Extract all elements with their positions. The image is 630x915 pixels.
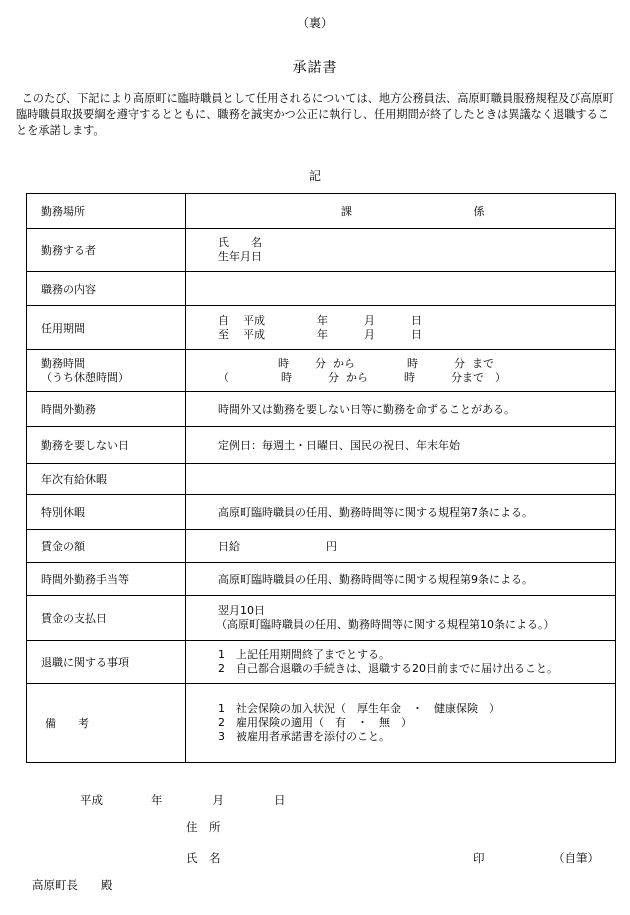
ji-label: 時	[407, 356, 418, 370]
period-from	[218, 314, 615, 328]
label-overtime: 時間外勤務	[27, 392, 186, 427]
day-label: 日	[411, 327, 422, 341]
month-label: 月	[364, 313, 375, 327]
value-worker	[186, 229, 616, 272]
value-remarks	[186, 684, 616, 763]
intro-paragraph: このたび、下記により高原町に臨時職員として任用されるについては、地方公務員法、高原町職員服務規程及び高原町臨時職員取扱要綱を遵守するとともに、職務を誠実かつ公正に執行し、任用期間が終了したときは異議なく退職することを承諾します。	[16, 92, 614, 137]
label-workplace: 勤務場所	[27, 194, 186, 229]
employment-terms-table	[26, 193, 616, 763]
paren-open: （	[218, 370, 229, 384]
value-overtime-pay: 高原町臨時職員の任用、勤務時間等に関する規程第9条による。	[186, 563, 616, 596]
kara-label: から	[346, 370, 368, 384]
row-wage	[27, 530, 616, 563]
row-duties	[27, 272, 616, 306]
label-special-leave: 特別休暇	[27, 495, 186, 530]
month-label: 月	[364, 327, 375, 341]
kakari-label: 係	[473, 205, 485, 218]
fun-label: 分	[454, 356, 465, 370]
worker-name: 氏 名	[218, 236, 262, 249]
made-label: まで	[472, 356, 494, 370]
value-hours	[186, 350, 616, 392]
break-line	[218, 371, 615, 385]
era-label: 平成	[243, 313, 265, 327]
footer-day: 日	[274, 793, 286, 807]
ji-label: 時	[281, 370, 292, 384]
wage-unit-label: 円	[326, 540, 337, 553]
hours-line	[218, 357, 615, 371]
label-duties: 職務の内容	[27, 272, 186, 306]
document-title: 承諾書	[292, 60, 338, 76]
footer-era: 平成	[80, 793, 103, 807]
label-annual-leave: 年次有給休暇	[27, 464, 186, 495]
retirement-line2: 2 自己都合退職の手続きは、退職する20日前までに届け出ること。	[218, 662, 558, 675]
name-label: 氏 名	[186, 851, 221, 865]
value-retirement	[186, 641, 616, 684]
remarks-line1: 1 社会保険の加入状況（ 厚生年金 ・ 健康保険 ）	[218, 702, 500, 715]
fun-label: 分	[315, 356, 326, 370]
value-duties	[186, 272, 616, 306]
ki-heading: 記	[308, 169, 321, 183]
row-retirement	[27, 641, 616, 684]
made-close-label: 分まで ）	[451, 370, 506, 384]
fun-label: 分	[328, 370, 339, 384]
year-label: 年	[317, 327, 328, 341]
hours-label: 勤務時間	[41, 356, 85, 370]
row-special-leave	[27, 495, 616, 530]
pay-day-line2: （高原町臨時職員の任用、勤務時間等に関する規程第10条による。）	[216, 618, 555, 631]
seal-label: 印	[473, 851, 485, 865]
break-label: （うち休憩時間）	[41, 370, 129, 384]
row-remarks	[27, 684, 616, 763]
row-holidays	[27, 427, 616, 464]
value-pay-day	[186, 596, 616, 641]
remarks-line2: 2 雇用保険の適用（ 有 ・ 無 ）	[218, 716, 412, 729]
value-period	[186, 306, 616, 350]
ka-label: 課	[341, 205, 352, 218]
label-period: 任用期間	[27, 306, 186, 350]
ji-label: 時	[404, 370, 415, 384]
row-worker	[27, 229, 616, 272]
page-label: （裏）	[296, 16, 333, 30]
pay-day-line1: 翌月10日	[218, 604, 265, 617]
row-hours	[27, 350, 616, 392]
ji-label: 時	[278, 356, 289, 370]
value-overtime: 時間外又は勤務を要しない日等に勤務を命ずることがある。	[186, 392, 616, 427]
year-label: 年	[317, 313, 328, 327]
from-label: 自	[218, 313, 229, 327]
remarks-line3: 3 被雇用者承諾書を添付のこと。	[218, 730, 390, 743]
row-annual-leave	[27, 464, 616, 495]
value-holidays: 定例日：毎週土・日曜日、国民の祝日、年末年始	[186, 427, 616, 464]
worker-dob: 生年月日	[218, 250, 262, 263]
value-special-leave: 高原町臨時職員の任用、勤務時間等に関する規程第7条による。	[186, 495, 616, 530]
label-hours	[27, 350, 186, 392]
kara-label: から	[333, 356, 355, 370]
row-pay-day	[27, 596, 616, 641]
footer-month: 月	[212, 793, 224, 807]
value-workplace	[186, 194, 616, 229]
period-to	[218, 328, 615, 342]
value-wage	[186, 530, 616, 563]
autograph-label: （自筆）	[553, 851, 599, 865]
label-remarks: 備 考	[27, 684, 186, 763]
label-retirement: 退職に関する事項	[27, 641, 186, 684]
addressee: 高原町長 殿	[32, 878, 113, 892]
address-label: 住 所	[186, 820, 221, 834]
value-annual-leave	[186, 464, 616, 495]
wage-daily-label: 日給	[218, 540, 240, 553]
to-label: 至	[218, 327, 229, 341]
label-worker: 勤務する者	[27, 229, 186, 272]
row-overtime	[27, 392, 616, 427]
row-overtime-pay	[27, 563, 616, 596]
signature-date	[80, 792, 286, 808]
label-pay-day: 賃金の支払日	[27, 596, 186, 641]
day-label: 日	[411, 313, 422, 327]
label-holidays: 勤務を要しない日	[27, 427, 186, 464]
label-wage: 賃金の額	[27, 530, 186, 563]
era-label: 平成	[243, 327, 265, 341]
row-period	[27, 306, 616, 350]
row-workplace	[27, 194, 616, 229]
footer-year: 年	[151, 793, 163, 807]
retirement-line1: 1 上記任用期間終了までとする。	[218, 648, 390, 661]
label-overtime-pay: 時間外勤務手当等	[27, 563, 186, 596]
